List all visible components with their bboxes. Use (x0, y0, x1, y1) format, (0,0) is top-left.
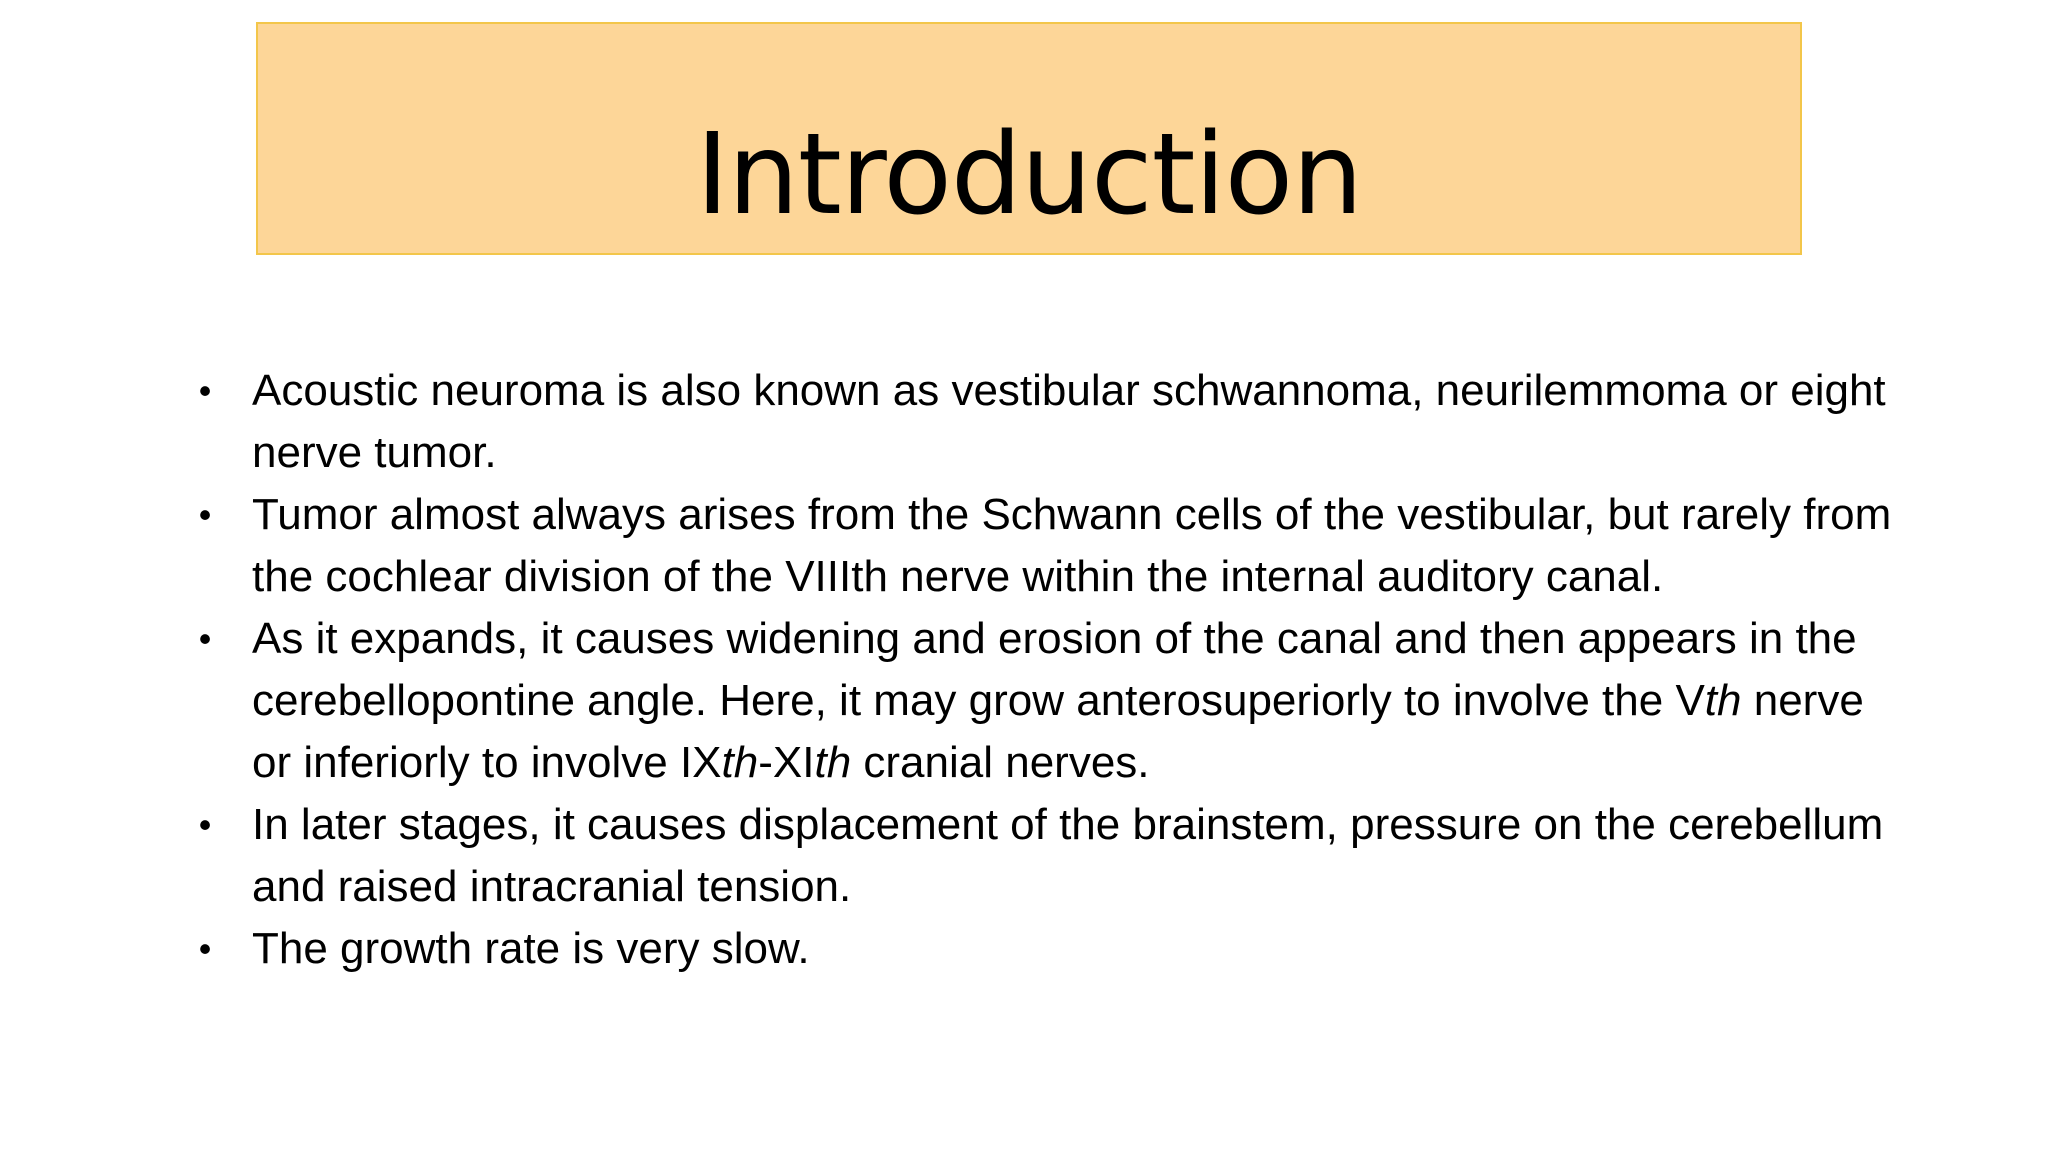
bullet-text-3: As it expands, it causes widening and erosion of the canal and then appears in the cerebellopontine angle. Here, it may grow anterosuperiorly to involve the Vth nerve or inferiorly to involve IXth-XIth cranial nerves. (252, 614, 1864, 787)
title-box (256, 22, 1802, 255)
bullet-dot-icon: • (198, 928, 212, 969)
bullet-text-1: Acoustic neuroma is also known as vestibular schwannoma, neurilemmoma or eight nerve tumor. (252, 366, 1886, 477)
bullet-item-4 (190, 794, 1910, 918)
bullet-dot-icon: • (198, 370, 212, 411)
bullet-dot-icon: • (198, 618, 212, 659)
bullet-text-5: The growth rate is very slow. (252, 924, 810, 973)
bullet-dot-icon: • (198, 804, 212, 845)
bullet-item-3 (190, 608, 1910, 794)
bullet-item-1 (190, 360, 1910, 484)
bullet-text-2: Tumor almost always arises from the Schwann cells of the vestibular, but rarely from the cochlear division of the VIIIth nerve within the internal auditory canal. (252, 490, 1892, 601)
bullet-item-2 (190, 484, 1910, 608)
bullet-dot-icon: • (198, 494, 212, 535)
slide-title: Introduction (695, 110, 1363, 240)
bullet-item-5 (190, 918, 1910, 980)
bullet-text-4: In later stages, it causes displacement of the brainstem, pressure on the cerebellum and raised intracranial tension. (252, 800, 1884, 911)
bullet-list (190, 360, 1910, 980)
